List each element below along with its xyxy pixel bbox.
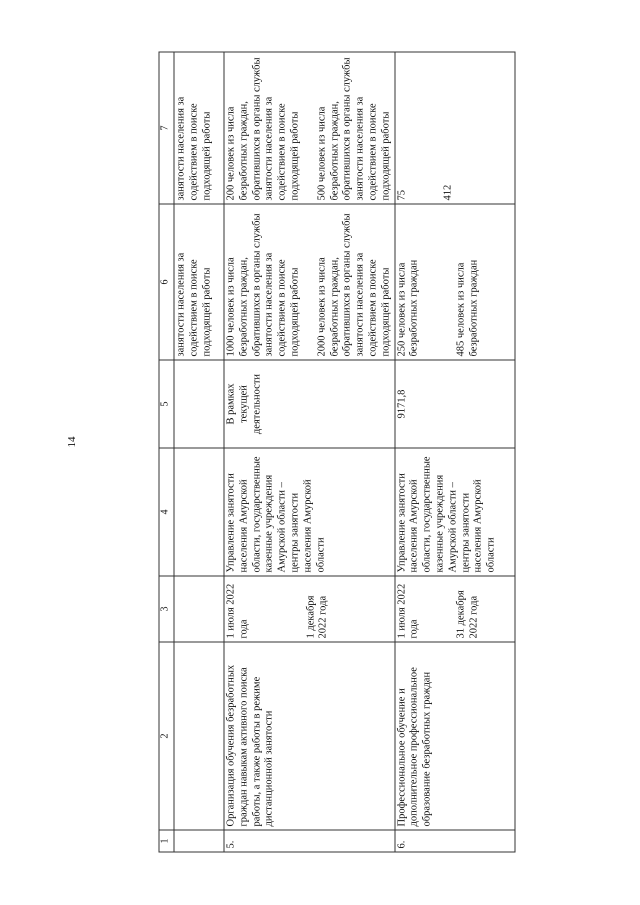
date-end: 31 декабря 2022 года <box>455 589 480 638</box>
cell <box>174 576 224 642</box>
col-header-5: 5 <box>159 360 174 448</box>
date-end: 1 декабря 2022 года <box>305 595 329 638</box>
table-row-6 <box>395 52 515 852</box>
dates-cell <box>395 576 515 642</box>
row-number: 6. <box>395 830 515 852</box>
indicator-1: 1000 человек из числа безработных граждан, обратившихся в органы службы занятости населения за содействием в поиске подходящей работы <box>225 212 301 356</box>
indicator-2: 2000 человек из числа безработных граждан, обратившихся в органы службы занятости населения за содействием в поиске подходящей работы <box>316 212 392 356</box>
funding: 9171,8 <box>395 360 515 448</box>
col-header-2: 2 <box>159 642 174 830</box>
cell-indicator-cont: занятости населения за содействием в поиске подходящей работы <box>174 204 224 360</box>
executor: Управление занятости населения Амурской области, государственные казенные учреждения Амурской области – центры занятости населения Амурской области <box>395 448 515 576</box>
result-1: 200 человек из числа безработных граждан, обратившихся в органы службы занятости населения за содействием в поиске подходящей работы <box>225 56 301 200</box>
indicator-cell <box>395 204 515 360</box>
result-cell <box>224 52 395 204</box>
table-row-5 <box>224 52 395 852</box>
col-header-1: 1 <box>159 830 174 852</box>
page-number: 14 <box>66 436 78 448</box>
indicator-cell <box>224 204 395 360</box>
funding: В рамках текущей деятельности <box>224 360 395 448</box>
row-number: 5. <box>224 830 395 852</box>
col-header-6: 6 <box>159 204 174 360</box>
header-row <box>159 52 174 852</box>
cell <box>174 642 224 830</box>
cell <box>174 830 224 852</box>
measure-name: Профессиональное обучение и дополнительное профессиональное образование безработных граждан <box>395 642 515 830</box>
rotated-table-wrapper <box>159 52 497 852</box>
cell <box>174 448 224 576</box>
dates-cell <box>224 576 395 642</box>
col-header-7: 7 <box>159 52 174 204</box>
date-start: 1 июля 2022 года <box>396 583 420 638</box>
indicator-2: 485 человек из числа безработных граждан <box>455 259 480 356</box>
col-header-4: 4 <box>159 448 174 576</box>
result-1: 75 <box>396 189 408 200</box>
plan-table <box>159 51 516 852</box>
result-2: 412 <box>442 184 454 200</box>
cell <box>174 360 224 448</box>
result-2: 500 человек из числа безработных граждан, обратившихся в органы службы занятости населения за содействием в поиске подходящей работы <box>316 56 392 200</box>
result-cell <box>395 52 515 204</box>
continuation-row <box>174 52 224 852</box>
col-header-3: 3 <box>159 576 174 642</box>
date-start: 1 июля 2022 года <box>225 583 250 638</box>
executor: Управление занятости населения Амурской области, государственные казенные учреждения Амурской области – центры занятости населения Амурской области <box>224 448 395 576</box>
cell-result-cont: занятости населения за содействием в поиске подходящей работы <box>174 52 224 204</box>
measure-name: Организация обучения безработных граждан навыкам активного поиска работы, а также работы в режиме дистанционной занятости <box>224 642 395 830</box>
indicator-1: 250 человек из числа безработных граждан <box>396 259 420 356</box>
